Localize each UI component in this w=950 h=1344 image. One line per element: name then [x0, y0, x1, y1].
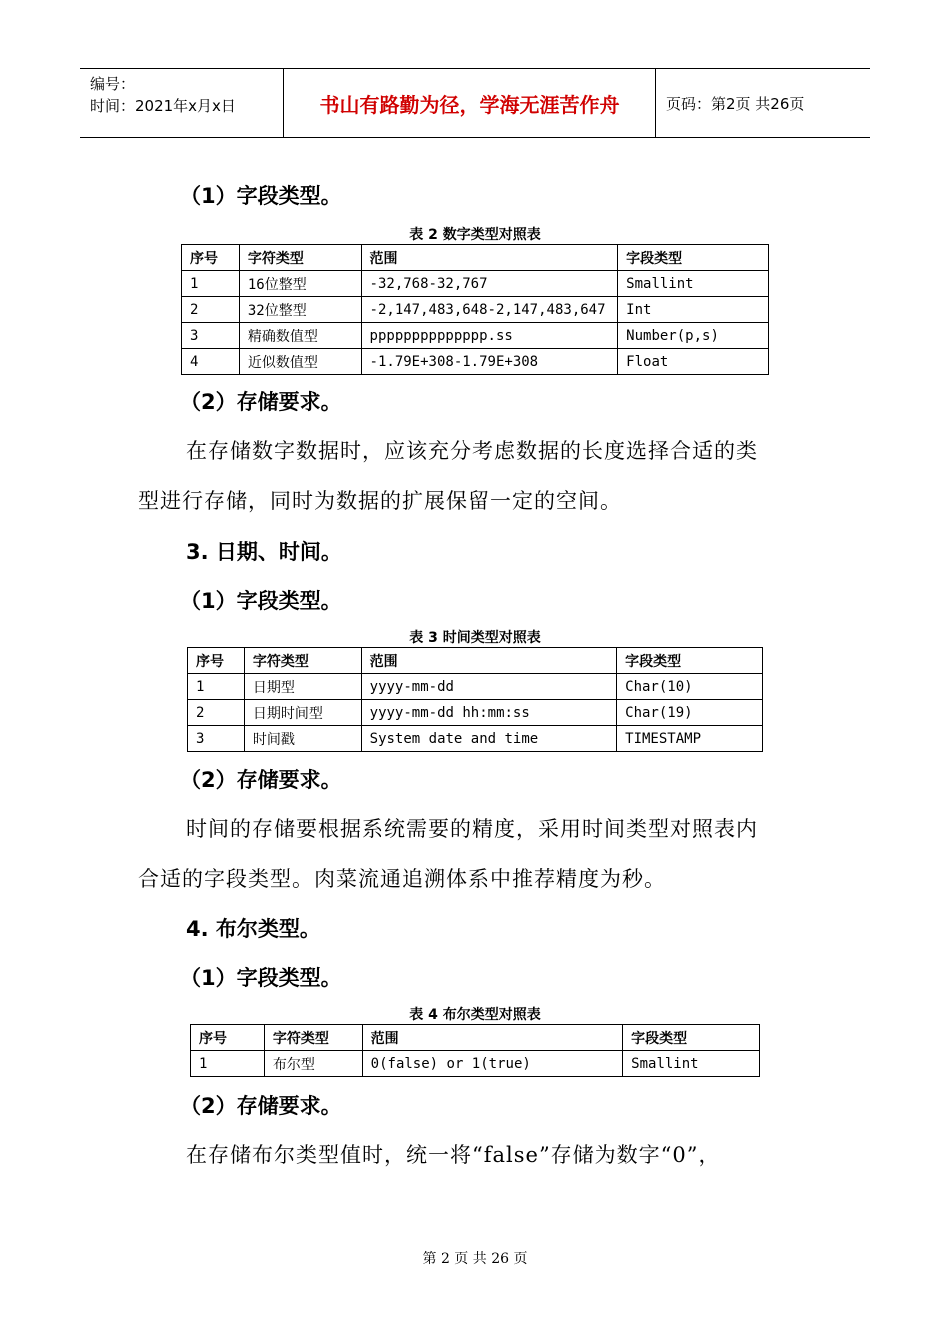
header-seq: 序号	[182, 245, 240, 271]
header-page-code: 页码：第2页 共26页	[666, 94, 805, 113]
cell: 近似数值型	[239, 349, 361, 375]
header-char-type: 字符类型	[239, 245, 361, 271]
cell: Float	[618, 349, 769, 375]
table4-caption: 表 4 布尔类型对照表	[409, 1007, 541, 1023]
cell: 布尔型	[264, 1051, 362, 1077]
paragraph-boolean-line1: 在存储布尔类型值时，统一将“false”存储为数字“0”，	[186, 1143, 721, 1167]
table-row	[182, 271, 769, 297]
page-header	[80, 68, 870, 138]
header-seq: 序号	[188, 648, 245, 674]
table-row	[188, 674, 763, 700]
header-char-type: 字符类型	[244, 648, 361, 674]
header-field-type: 字段类型	[618, 245, 769, 271]
cell: pppppppppppppp.ss	[361, 323, 618, 349]
section-heading-storage: （2）存储要求。	[180, 390, 342, 414]
cell: 2	[188, 700, 245, 726]
cell: Number(p,s)	[618, 323, 769, 349]
table4-header-row	[191, 1025, 760, 1051]
header-char-type: 字符类型	[264, 1025, 362, 1051]
header-range: 范围	[361, 245, 618, 271]
cell: 1	[182, 271, 240, 297]
document-time-label: 时间：2021年x月x日	[90, 97, 236, 115]
cell: 3	[182, 323, 240, 349]
paragraph-time-line1: 时间的存储要根据系统需要的精度，采用时间类型对照表内	[186, 817, 758, 841]
table2-header-row	[182, 245, 769, 271]
cell: 日期型	[244, 674, 361, 700]
cell: Char(19)	[617, 700, 763, 726]
section-heading-field-type-2: （1）字段类型。	[180, 589, 342, 613]
table2-numeric-types	[181, 244, 769, 375]
cell: -1.79E+308-1.79E+308	[361, 349, 618, 375]
paragraph-time-line2: 合适的字段类型。肉菜流通追溯体系中推荐精度为秒。	[138, 867, 666, 891]
table-row	[182, 323, 769, 349]
table-row	[188, 700, 763, 726]
cell: Smallint	[618, 271, 769, 297]
header-field-type: 字段类型	[623, 1025, 760, 1051]
cell: Smallint	[623, 1051, 760, 1077]
section-heading-field-type-3: （1）字段类型。	[180, 966, 342, 990]
paragraph-numeric-line1: 在存储数字数据时，应该充分考虑数据的长度选择合适的类	[186, 439, 758, 463]
header-field-type: 字段类型	[617, 648, 763, 674]
cell: 3	[188, 726, 245, 752]
heading-date-time: 3. 日期、时间。	[186, 540, 342, 564]
cell: 2	[182, 297, 240, 323]
table3-caption: 表 3 时间类型对照表	[409, 630, 541, 646]
cell: 1	[191, 1051, 265, 1077]
cell: 32位整型	[239, 297, 361, 323]
table-row	[188, 726, 763, 752]
cell: System date and time	[361, 726, 617, 752]
cell: 1	[188, 674, 245, 700]
cell: Int	[618, 297, 769, 323]
header-range: 范围	[362, 1025, 623, 1051]
header-slogan: 书山有路勤为径，学海无涯苦作舟	[284, 69, 656, 137]
table2-caption: 表 2 数字类型对照表	[409, 227, 541, 243]
cell: yyyy-mm-dd	[361, 674, 617, 700]
cell: 时间戳	[244, 726, 361, 752]
table4-boolean-types	[190, 1024, 760, 1077]
section-heading-storage-3: （2）存储要求。	[180, 1094, 342, 1118]
cell: -32,768-32,767	[361, 271, 618, 297]
header-seq: 序号	[191, 1025, 265, 1051]
cell: yyyy-mm-dd hh:mm:ss	[361, 700, 617, 726]
cell: 精确数值型	[239, 323, 361, 349]
section-heading-storage-2: （2）存储要求。	[180, 768, 342, 792]
section-heading-field-type: （1）字段类型。	[180, 184, 342, 208]
cell: TIMESTAMP	[617, 726, 763, 752]
cell: -2,147,483,648-2,147,483,647	[361, 297, 618, 323]
cell: Char(10)	[617, 674, 763, 700]
table3-header-row	[188, 648, 763, 674]
table-row	[191, 1051, 760, 1077]
paragraph-numeric-line2: 型进行存储，同时为数据的扩展保留一定的空间。	[138, 489, 622, 513]
cell: 4	[182, 349, 240, 375]
header-left-cell	[80, 69, 284, 137]
heading-boolean: 4. 布尔类型。	[186, 917, 321, 941]
cell: 16位整型	[239, 271, 361, 297]
cell: 0(false) or 1(true)	[362, 1051, 623, 1077]
table-row	[182, 297, 769, 323]
page-footer: 第 2 页 共 26 页	[422, 1251, 528, 1267]
cell: 日期时间型	[244, 700, 361, 726]
table3-time-types	[187, 647, 763, 752]
table-row	[182, 349, 769, 375]
document-number-label: 编号：	[90, 75, 136, 93]
header-range: 范围	[361, 648, 617, 674]
